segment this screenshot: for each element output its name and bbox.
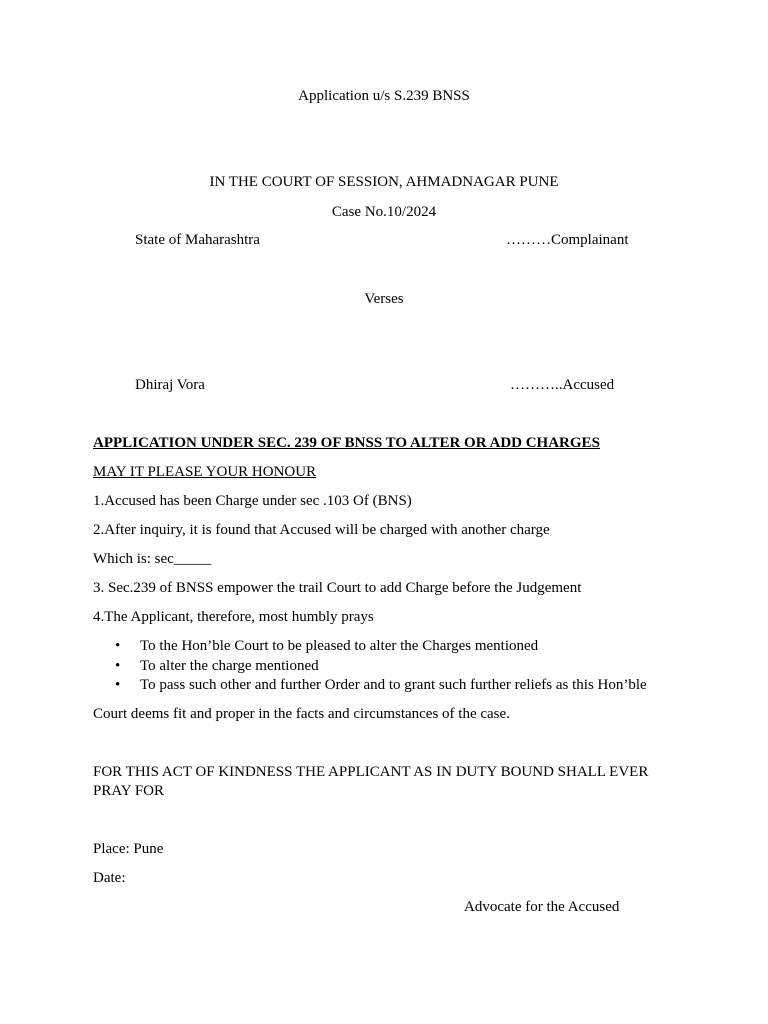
accused-role: ………..Accused (510, 377, 615, 393)
paragraph-2-section: Which is: sec_____ (93, 551, 212, 567)
prayer-continuation: Court deems fit and proper in the facts and circumstances of the case. (93, 706, 510, 722)
bullet-icon: • (115, 677, 121, 693)
prayer-item: • To alter the charge mentioned (115, 657, 319, 674)
application-title: APPLICATION UNDER SEC. 239 OF BNSS TO ALTER OR ADD CHARGES (93, 435, 600, 451)
date-field: Date: (93, 870, 126, 886)
paragraph-1: 1.Accused has been Charge under sec .103 Of (BNS) (93, 493, 412, 509)
advocate-signature: Advocate for the Accused (464, 899, 620, 915)
application-header: Application u/s S.239 BNSS (298, 88, 470, 104)
complainant-role: ………Complainant (506, 232, 629, 248)
accused-name: Dhiraj Vora (135, 377, 205, 393)
prayer-item: • To the Hon’ble Court to be pleased to alter the Charges mentioned (115, 638, 539, 654)
closing-line-2: PRAY FOR (93, 783, 165, 799)
bullet-icon: • (115, 638, 121, 654)
complainant-name: State of Maharashtra (135, 232, 260, 248)
paragraph-2: 2.After inquiry, it is found that Accused will be charged with another charge (93, 522, 550, 538)
prayer-list (93, 637, 647, 696)
salutation: MAY IT PLEASE YOUR HONOUR (93, 464, 317, 480)
court-name: IN THE COURT OF SESSION, AHMADNAGAR PUNE (209, 174, 559, 190)
prayer-item: • To pass such other and further Order and to grant such further reliefs as this Hon’ble (115, 677, 647, 693)
closing-line-1: FOR THIS ACT OF KINDNESS THE APPLICANT AS IN DUTY BOUND SHALL EVER (93, 764, 649, 780)
place-field: Place: Pune (93, 841, 164, 857)
paragraph-3: 3. Sec.239 of BNSS empower the trail Court to add Charge before the Judgement (93, 580, 582, 596)
verses-label: Verses (364, 291, 404, 307)
paragraph-4: 4.The Applicant, therefore, most humbly prays (93, 609, 374, 625)
case-number: Case No.10/2024 (331, 204, 437, 220)
bullet-icon: • (115, 657, 121, 674)
